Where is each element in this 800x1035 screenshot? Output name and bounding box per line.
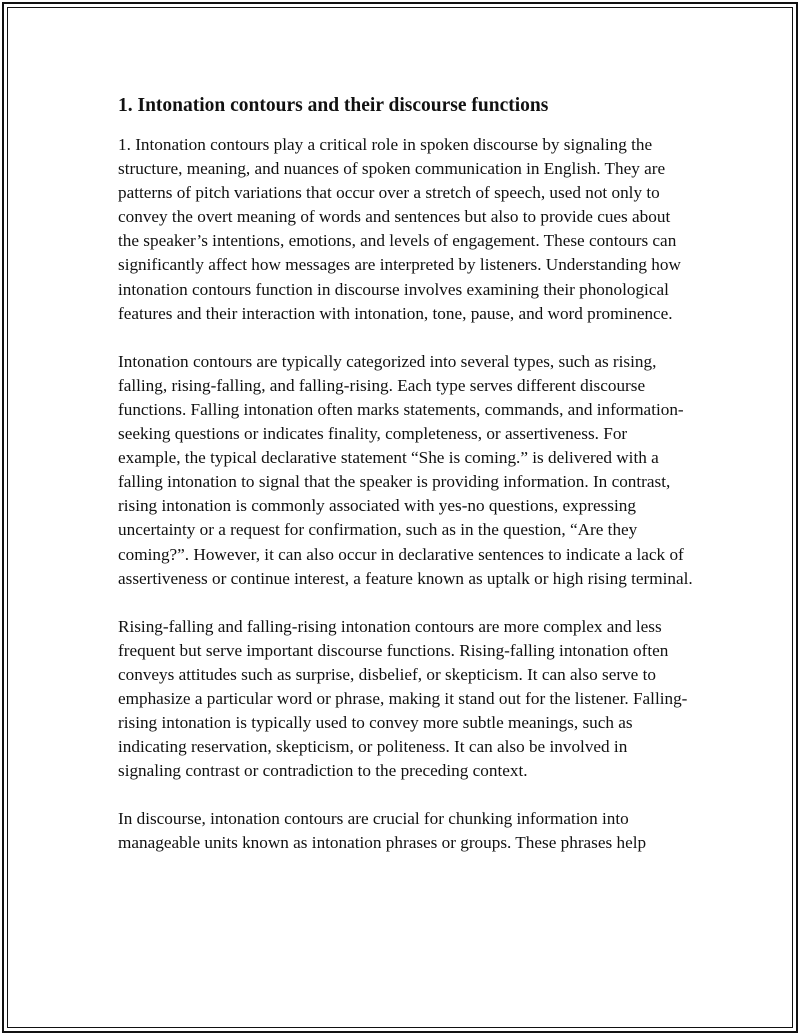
paragraph-3: Rising-falling and falling-rising intonation contours are more complex and less frequent but serve important discourse functions. Rising-falling intonation often conveys attitudes such as surprise, disbelief, or skepticism. It can also serve to emphasize a particular word or phrase, making it stand out for the listener. Falling-rising intonation is typically used to convey more subtle meanings, such as indicating reservation, skepticism, or politeness. It can also be involved in signaling contrast or contradiction to the preceding context. <box>118 616 688 781</box>
section-heading: 1. Intonation contours and their discourse functions <box>118 95 549 116</box>
document-body <box>118 93 693 880</box>
paragraph-1: 1. Intonation contours play a critical role in spoken discourse by signaling the structure, meaning, and nuances of spoken communication in English. They are patterns of pitch variations that occur over a stretch of speech, used not only to convey the overt meaning of words and sentences but also to provide cues about the speaker’s intentions, emotions, and levels of engagement. These contours can significantly affect how messages are interpreted by listeners. Understanding how intonation contours function in discourse involves examining their phonological features and their interaction with intonation, tone, pause, and word prominence. <box>118 135 681 323</box>
paragraph-4: In discourse, intonation contours are crucial for chunking information into manageable units known as intonation phrases or groups. These phrases help <box>118 809 647 853</box>
paragraph-2: Intonation contours are typically categorized into several types, such as rising, falling, rising-falling, and falling-rising. Each type serves different discourse functions. Falling intonation often marks statements, commands, and information-seeking questions or indicates finality, completeness, or assertiveness. For example, the typical declarative statement “She is coming.” is delivered with a falling intonation to signal that the speaker is providing information. In contrast, rising intonation is commonly associated with yes-no questions, expressing uncertainty or a request for confirmation, such as in the question, “Are they coming?”. However, it can also occur in declarative sentences to indicate a lack of assertiveness or continue interest, a feature known as uptalk or high rising terminal. <box>118 351 693 588</box>
